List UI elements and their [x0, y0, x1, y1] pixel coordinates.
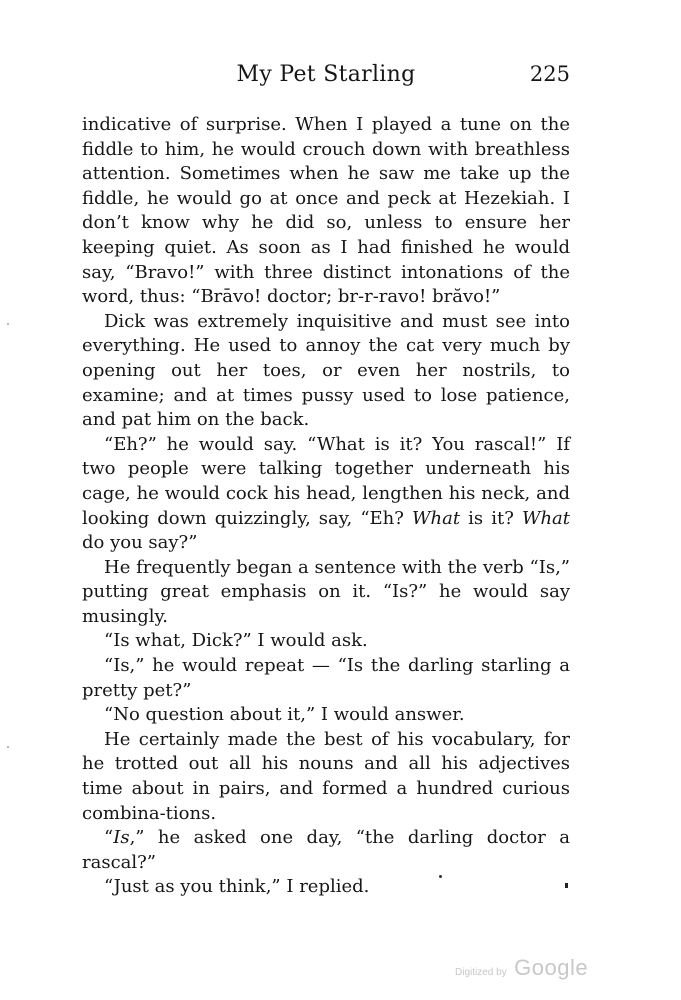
paragraph: “No question about it,” I would answer.	[104, 704, 465, 726]
paragraph: He certainly made the best of his vocabulary, for he trotted out all his nouns and all his adjectives time about in pairs, and formed a hundred curious combina-tions.	[82, 728, 570, 824]
page-number: 225	[529, 62, 570, 86]
watermark-prefix: Digitized by	[455, 967, 507, 978]
paragraph: “Is,” he asked one day, “the darling doctor a rascal?”	[82, 827, 570, 873]
scan-speck	[7, 323, 9, 325]
body-text	[82, 113, 570, 900]
ink-speck	[565, 883, 568, 888]
paragraph: He frequently began a sentence with the verb “Is,” putting great emphasis on it. “Is?” he would say musingly.	[82, 556, 570, 627]
google-logo: Google	[514, 955, 589, 980]
scan-speck	[7, 746, 9, 748]
paragraph: “Just as you think,” I replied.	[104, 876, 370, 898]
digitized-watermark	[455, 955, 588, 981]
paragraph: “Is,” he would repeat — “Is the darling starling a pretty pet?”	[82, 655, 570, 701]
ink-speck	[439, 875, 442, 878]
running-head	[82, 62, 570, 94]
running-title: My Pet Starling	[236, 62, 416, 87]
paragraph: indicative of surprise. When I played a tune on the fiddle to him, he would crouch down with breathless attention. Sometimes when he saw me take up the fiddle, he would go at once and peck at Hezekiah. I don’t know why he did so, unless to ensure her keeping quiet. As soon as I had finished he would say, “Bravo!” with three distinct intonations of the word, thus: “Brāvo! doctor; br-r-ravo! brăvo!”	[82, 114, 570, 308]
paragraph: Dick was extremely inquisitive and must see into everything. He used to annoy the cat very much by opening out her toes, or even her nostrils, to examine; and at times pussy used to lose patience, and pat him on the back.	[82, 310, 570, 431]
paragraph: “Is what, Dick?” I would ask.	[104, 630, 368, 652]
paragraph: “Eh?” he would say. “What is it? You rascal!” If two people were talking together underneath his cage, he would cock his head, lengthen his neck, and looking down quizzingly, say, “Eh? What is it? What do you say?”	[82, 433, 570, 554]
